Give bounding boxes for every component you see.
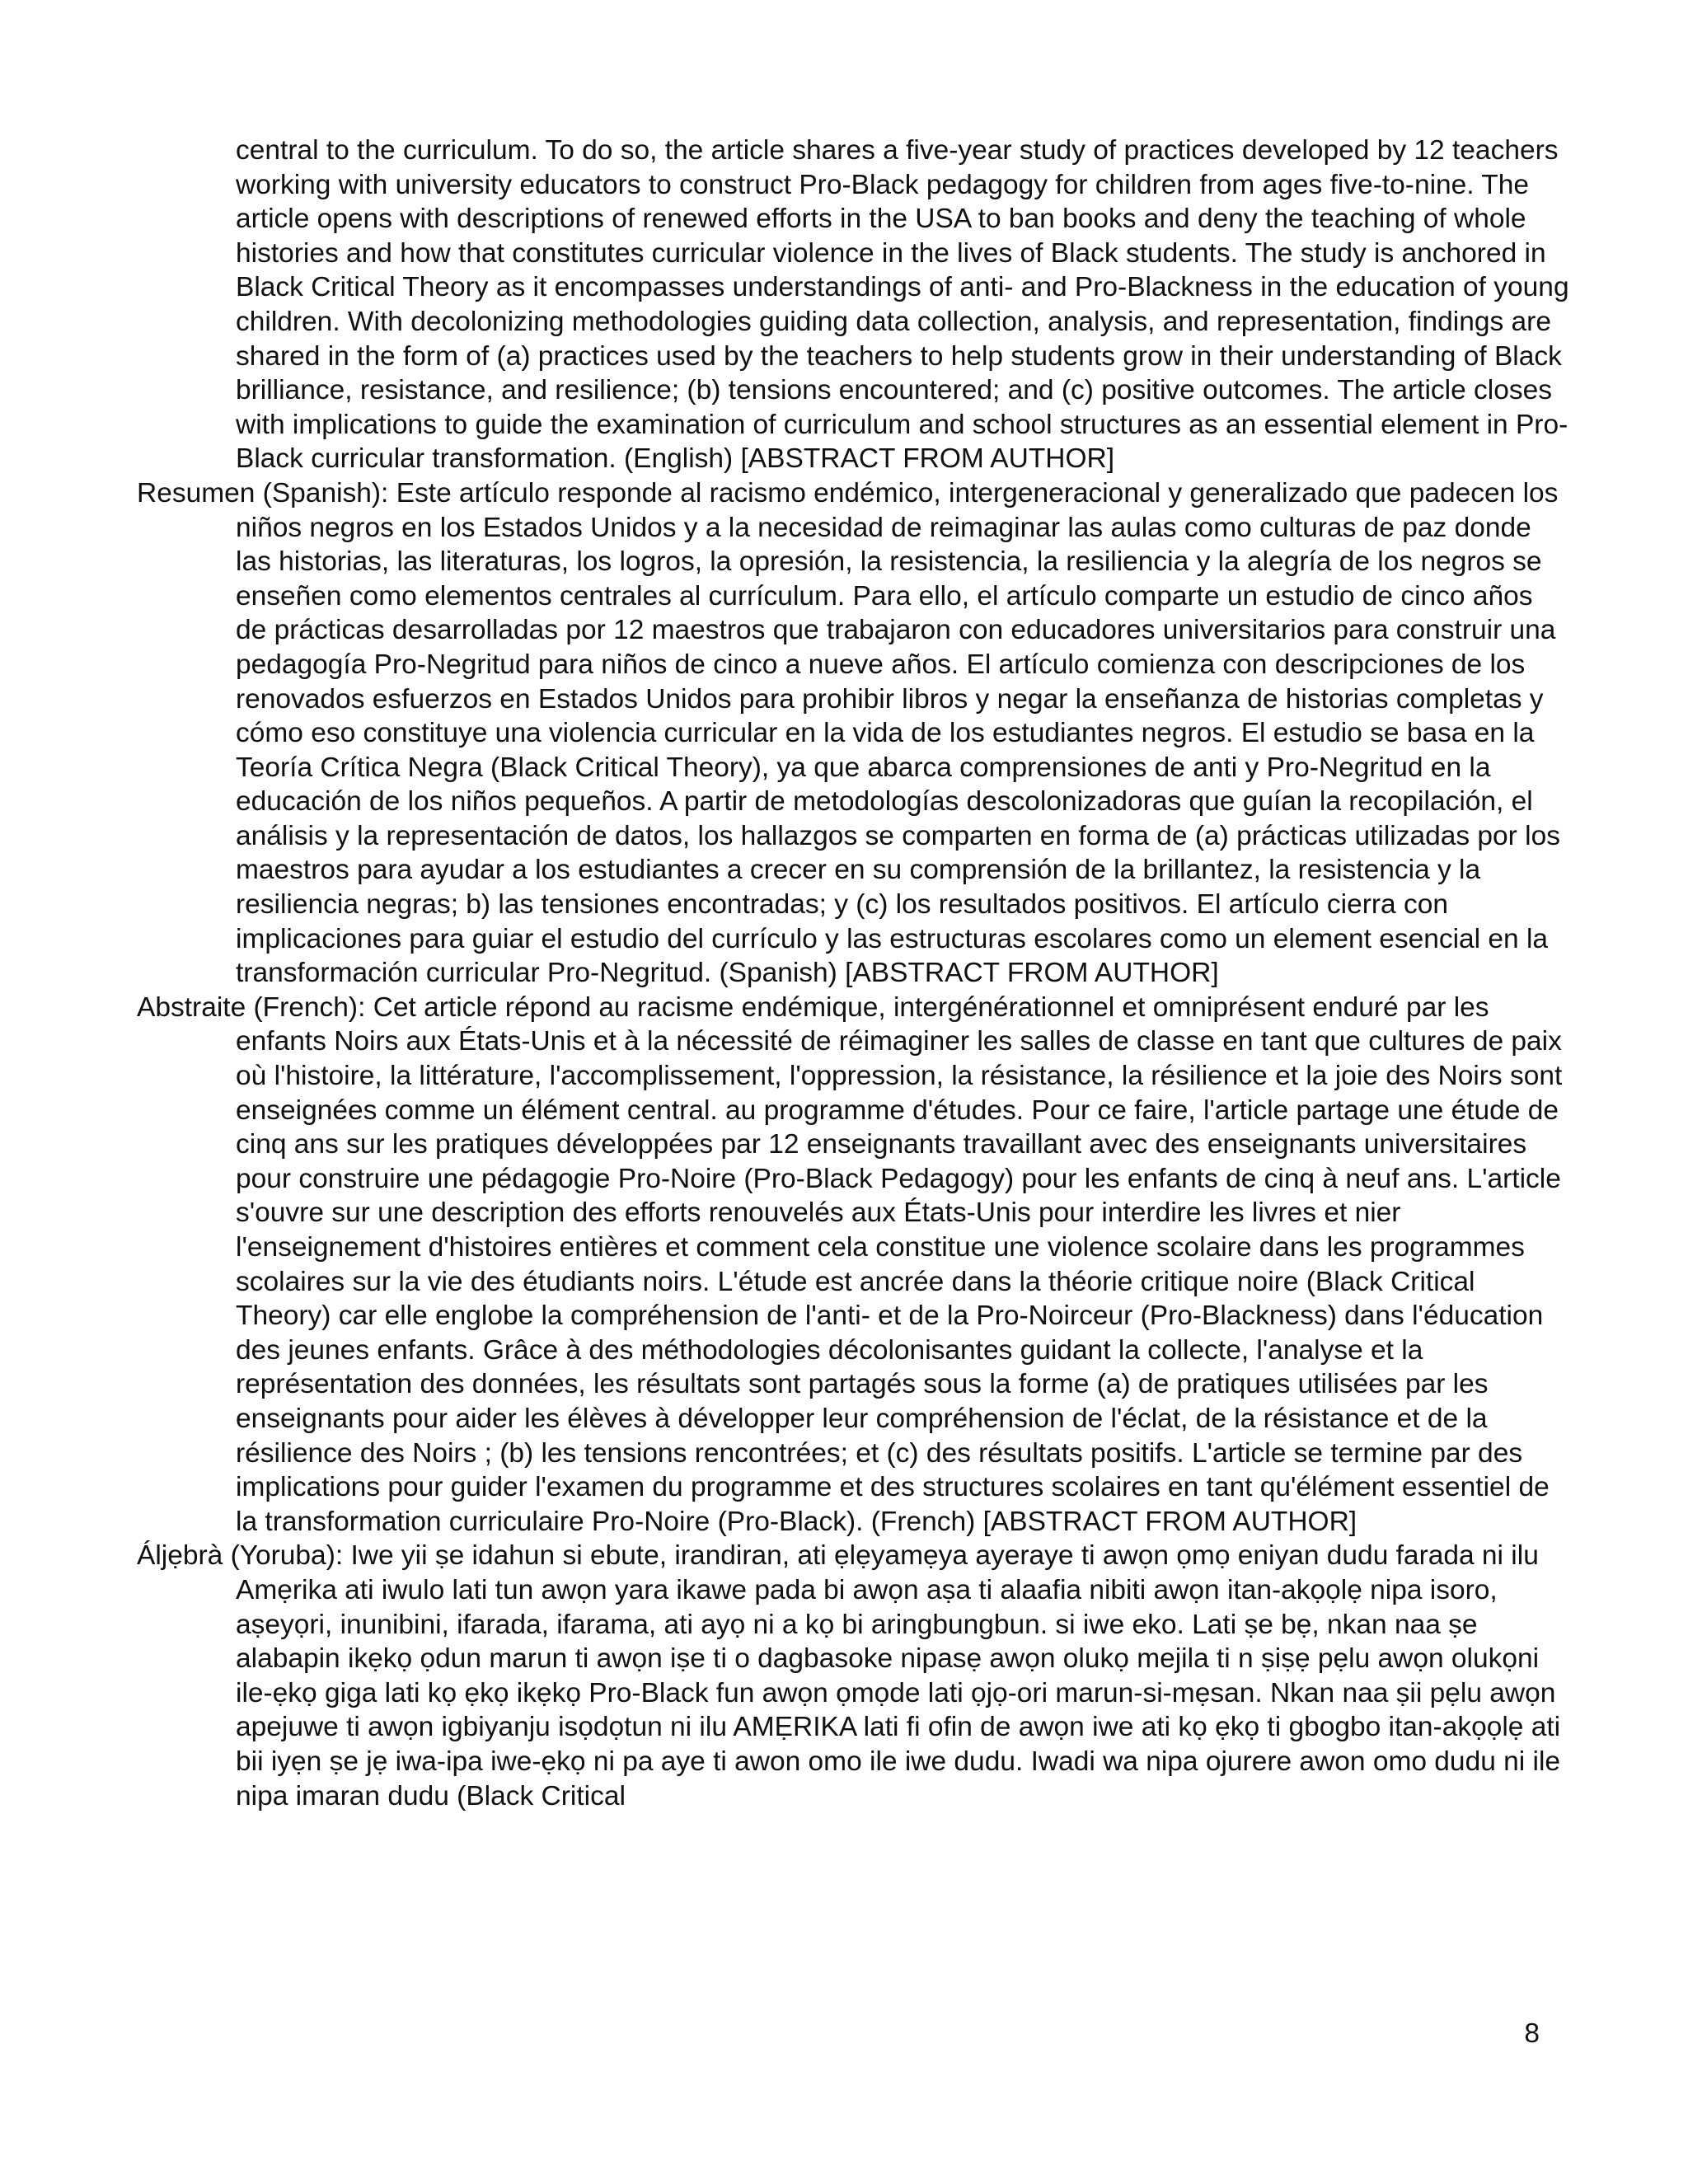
yoruba-abstract-label: Áljẹbrà (Yoruba): — [137, 1540, 344, 1572]
page-number: 8 — [1524, 2018, 1540, 2049]
spanish-abstract-label: Resumen (Spanish): — [137, 477, 389, 509]
spanish-abstract — [137, 476, 1571, 991]
french-abstract-text: Cet article répond au racisme endémique, intergénérationnel et omniprésent enduré par les enfants Noirs aux États-Unis et à la nécessité de réimaginer les salles de classe en tant que cultures de paix où l'histoire, la littérature, l'accomplissement, l'oppression, la résistance, la résilience et la joie des Noirs sont enseignées comme un élément central. au programme d'études. Pour ce faire, l'article partage une étude de cinq ans sur les pratiques développées par 12 enseignants travaillant avec des enseignants universitaires pour construire une pédagogie Pro-Noire (Pro-Black Pedagogy) pour les enfants de cinq à neuf ans. L'article s'ouvre sur une description des efforts renouvelés aux États-Unis pour interdire les livres et nier l'enseignement d'histoires entières et comment cela constitue une violence scolaire dans les programmes scolaires sur la vie des étudiants noirs. L'étude est ancrée dans la théorie critique noire (Black Critical Theory) car elle englobe la compréhension de l'anti- et de la Pro-Noirceur (Pro-Blackness) dans l'éducation des jeunes enfants. Grâce à des méthodologies décolonisantes guidant la collecte, l'analyse et la représentation des données, les résultats sont partagés sous la forme (a) de pratiques utilisées par les enseignants pour aider les élèves à développer leur compréhension de l'éclat, de la résistance et de la résilience des Noirs ; (b) les tensions rencontrées; et (c) des résultats positifs. L'article se termine par des implications pour guider l'examen du programme et des structures scolaires en tant qu'élément essentiel de la transformation curriculaire Pro-Noire (Pro-Black). (French) [ABSTRACT FROM AUTHOR] — [236, 991, 1563, 1537]
english-abstract-text: central to the curriculum. To do so, the article shares a five-year study of practices developed by 12 teachers working with university educators to construct Pro-Black pedagogy for children from ages five-to-nine. The article opens with descriptions of renewed efforts in the USA to ban books and deny the teaching of whole histories and how that constitutes curricular violence in the lives of Black students. The study is anchored in Black Critical Theory as it encompasses understandings of anti- and Pro-Blackness in the education of young children. With decolonizing methodologies guiding data collection, analysis, and representation, findings are shared in the form of (a) practices used by the teachers to help students grow in their understanding of Black brilliance, resistance, and resilience; (b) tensions encountered; and (c) positive outcomes. The article closes with implications to guide the examination of curriculum and school structures as an essential element in Pro-Black curricular transformation. (English) [ABSTRACT FROM AUTHOR] — [236, 135, 1569, 475]
french-abstract-label: Abstraite (French): — [137, 991, 366, 1023]
abstract-text-block — [137, 134, 1571, 1813]
spanish-abstract-text: Este artículo responde al racismo endémico, intergeneracional y generalizado que padecen los niños negros en los Estados Unidos y a la necesidad de reimaginar las aulas como culturas de paz donde las historias, las literaturas, los logros, la opresión, la resistencia, la resiliencia y la alegría de los negros se enseñen como elementos centrales al currículum. Para ello, el artículo comparte un estudio de cinco años de prácticas desarrolladas por 12 maestros que trabajaron con educadores universitarios para construir una pedagogía Pro-Negritud para niños de cinco a nueve años. El artículo comienza con descripciones de los renovados esfuerzos en Estados Unidos para prohibir libros y negar la enseñanza de historias completas y cómo eso constituye una violencia curricular en la vida de los estudiantes negros. El estudio se basa en la Teoría Crítica Negra (Black Critical Theory), ya que abarca comprensiones de anti y Pro-Negritud en la educación de los niños pequeños. A partir de metodologías descolonizadoras que guían la recopilación, el análisis y la representación de datos, los hallazgos se comparten en forma de (a) prácticas utilizadas por los maestros para ayudar a los estudiantes a crecer en su comprensión de la brillantez, la resistencia y la resiliencia negras; b) las tensiones encontradas; y (c) los resultados positivos. El artículo cierra con implicaciones para guiar el estudio del currículo y las estructuras escolares como un element esencial en la transformación curricular Pro-Negritud. (Spanish) [ABSTRACT FROM AUTHOR] — [236, 477, 1560, 989]
french-abstract — [137, 991, 1571, 1540]
yoruba-abstract-text: Iwe yii ṣe idahun si ebute, irandiran, ati ẹlẹyamẹya ayeraye ti awọn ọmọ eniyan dudu farada ni ilu Amẹrika ati iwulo lati tun awọn yara ikawe pada bi awọn aṣa ti alaafia nibiti awọn itan-akọọlẹ nipa isoro, aṣeyọri, inunibini, ifarada, ifarama, ati ayọ ni a kọ bi aringbungbun. si iwe eko. Lati ṣe bẹ, nkan naa ṣe alabapin ikẹkọ ọdun marun ti awọn iṣe ti o dagbasoke nipasẹ awọn olukọ mejila ti n ṣiṣẹ pẹlu awọn olukọni ile-ẹkọ giga lati kọ ẹkọ ikẹkọ Pro-Black fun awọn ọmọde lati ọjọ-ori marun-si-mẹsan. Nkan naa ṣii pẹlu awọn apejuwe ti awọn igbiyanju isọdọtun ni ilu AMẸRIKA lati fi ofin de awọn iwe ati kọ ẹkọ ti gbogbo itan-akọọlẹ ati bii iyẹn ṣe jẹ iwa-ipa iwe-ẹkọ ni pa aye ti awon omo ile iwe dudu. Iwadi wa nipa ojurere awon omo dudu ni ile nipa imaran dudu (Black Critical — [236, 1540, 1561, 1811]
yoruba-abstract — [137, 1539, 1571, 1813]
english-abstract-continuation — [137, 134, 1571, 476]
